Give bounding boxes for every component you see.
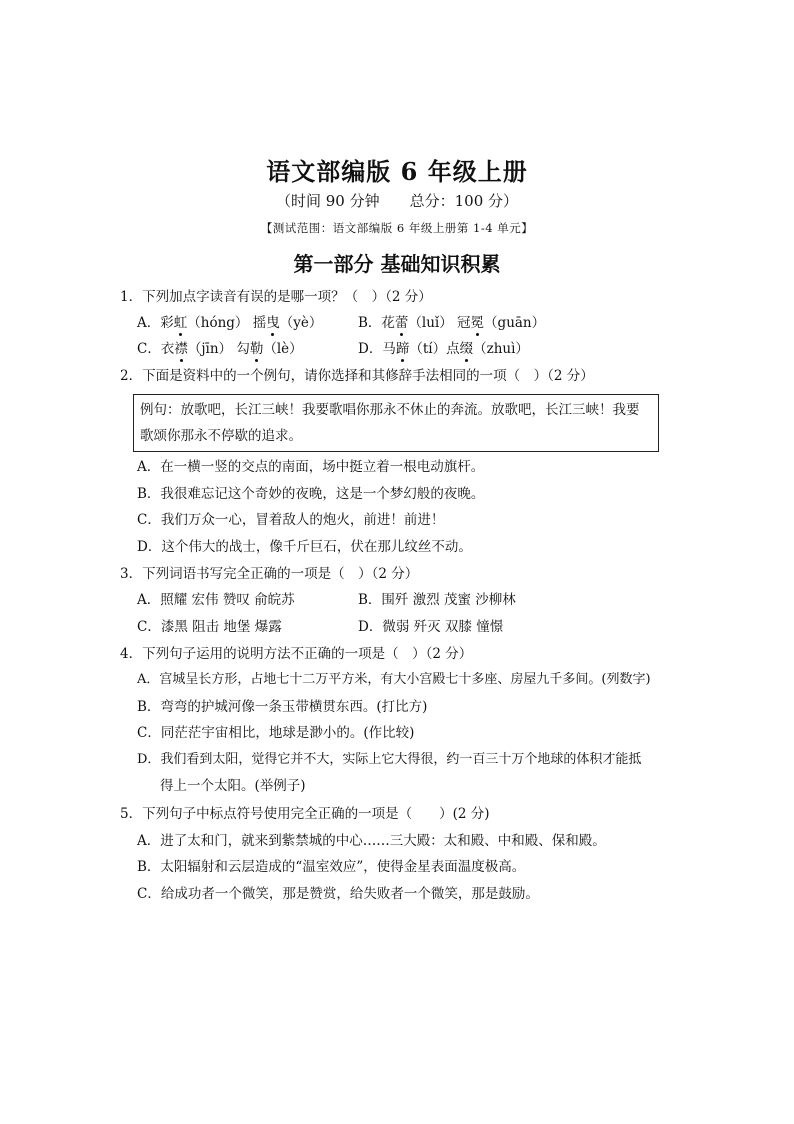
q1-option-c — [137, 340, 303, 358]
q4-option-d-line-1: D．我们看到太阳，觉得它并不大，实际上它大得很，约一百三十万个地球的体积才能抵 — [137, 752, 642, 767]
q3-option-b: B．围歼 激烈 茂蜜 沙柳林 — [358, 592, 516, 608]
q5-option-a: A．进了太和门，就来到紫禁城的中心……三大殿：太和殿、中和殿、保和殿。 — [137, 833, 606, 849]
q1-c-text-3: （lè） — [263, 341, 303, 357]
q5-option-c: C．给成功者一个微笑，那是赞赏，给失败者一个微笑，那是鼓励。 — [137, 886, 539, 902]
exam-time-score: （时间 90 分钟 总分：100 分） — [275, 192, 519, 210]
q1-a-text-1: A．彩 — [137, 315, 174, 331]
q3-option-a: A．照耀 宏伟 赞叹 俞皖苏 — [137, 592, 295, 608]
q1-d-dotted-1: 蹄 — [395, 341, 410, 357]
q1-c-text-1: C．衣 — [137, 341, 175, 357]
q4-option-a: A．宫城呈长方形，占地七十二万平方米，有大小宫殿七十多座、房屋九千多间。(列数字) — [137, 672, 651, 687]
q4-option-c: C．同茫茫宇宙相比，地球是渺小的。(作比较) — [137, 725, 415, 741]
q1-a-text-3: （yè） — [279, 315, 323, 331]
q1-b-dotted-2: 冕 — [470, 315, 485, 331]
q1-d-text-3: （zhuì） — [473, 341, 529, 357]
q1-b-text-3: （guān） — [484, 315, 546, 331]
q3-stem: 3．下列词语书写完全正确的一项是（ ）（2 分） — [120, 566, 419, 582]
q4-option-d-line-2: 得上一个太阳。(举例子) — [160, 778, 306, 794]
q1-b-dotted-1: 蕾 — [394, 315, 409, 331]
q5-option-b: B．太阳辐射和云层造成的“温室效应”，使得金星表面温度极高。 — [137, 859, 526, 875]
q2-stem: 2．下面是资料中的一个例句，请你选择和其修辞手法相同的一项（ ）（2 分） — [120, 368, 594, 384]
exam-title: 语文部编版 6 年级上册 — [266, 157, 528, 186]
q2-option-a: A．在一横一竖的交点的南面，场中挺立着一根电动旗杆。 — [137, 459, 485, 475]
q2-option-b: B．我很难忘记这个奇妙的夜晚，这是一个梦幻般的夜晚。 — [137, 486, 485, 502]
q3-option-c: C．漆黑 阻击 地堡 爆露 — [137, 619, 282, 635]
q1-c-dotted-2: 勒 — [249, 341, 264, 357]
q1-option-b — [358, 314, 545, 332]
q2-example-line-2: 歌颂你那永不停歇的追求。 — [140, 428, 302, 444]
q1-d-dotted-2: 缀 — [459, 341, 474, 357]
q1-d-text-1: D．马 — [358, 341, 396, 357]
q4-stem: 4．下列句子运用的说明方法不正确的一项是（ ）（2 分） — [120, 646, 473, 662]
q1-b-text-1: B．花 — [358, 315, 395, 331]
q1-d-text-2: （tí）点 — [409, 341, 460, 357]
q4-option-b: B．弯弯的护城河像一条玉带横贯东西。(打比方) — [137, 699, 428, 715]
q1-c-text-2: （jīn） 勾 — [187, 341, 250, 357]
q1-a-dotted-1: 虹 — [173, 315, 188, 331]
q2-option-c: C．我们万众一心，冒着敌人的炮火，前进！前进！ — [137, 512, 445, 528]
q1-stem: 1．下列加点字读音有误的是哪一项？（ ）（2 分） — [120, 289, 432, 305]
q5-stem: 5．下列句子中标点符号使用完全正确的一项是（ ）(2 分) — [120, 806, 490, 822]
q1-option-d — [358, 340, 529, 358]
q1-a-dotted-2: 曳 — [266, 315, 280, 331]
q2-example-line-1: 例句：放歌吧，长江三峡！我要歌唱你那永不休止的奔流。放歌吧，长江三峡！我要 — [140, 402, 640, 418]
q1-a-text-2: （hóng） 摇 — [187, 315, 267, 331]
q2-option-d: D．这个伟大的战士，像千斤巨石，伏在那儿纹丝不动。 — [137, 539, 472, 555]
q1-b-text-2: （luǐ） 冠 — [408, 315, 471, 331]
q1-c-dotted-1: 襟 — [174, 341, 188, 357]
test-scope: 【测试范围：语文部编版 6 年级上册第 1-4 单元】 — [260, 221, 534, 235]
section-title: 第一部分 基础知识积累 — [293, 252, 501, 276]
q1-option-a — [137, 314, 322, 332]
q3-option-d: D．微弱 歼灭 双膝 憧憬 — [358, 619, 504, 635]
